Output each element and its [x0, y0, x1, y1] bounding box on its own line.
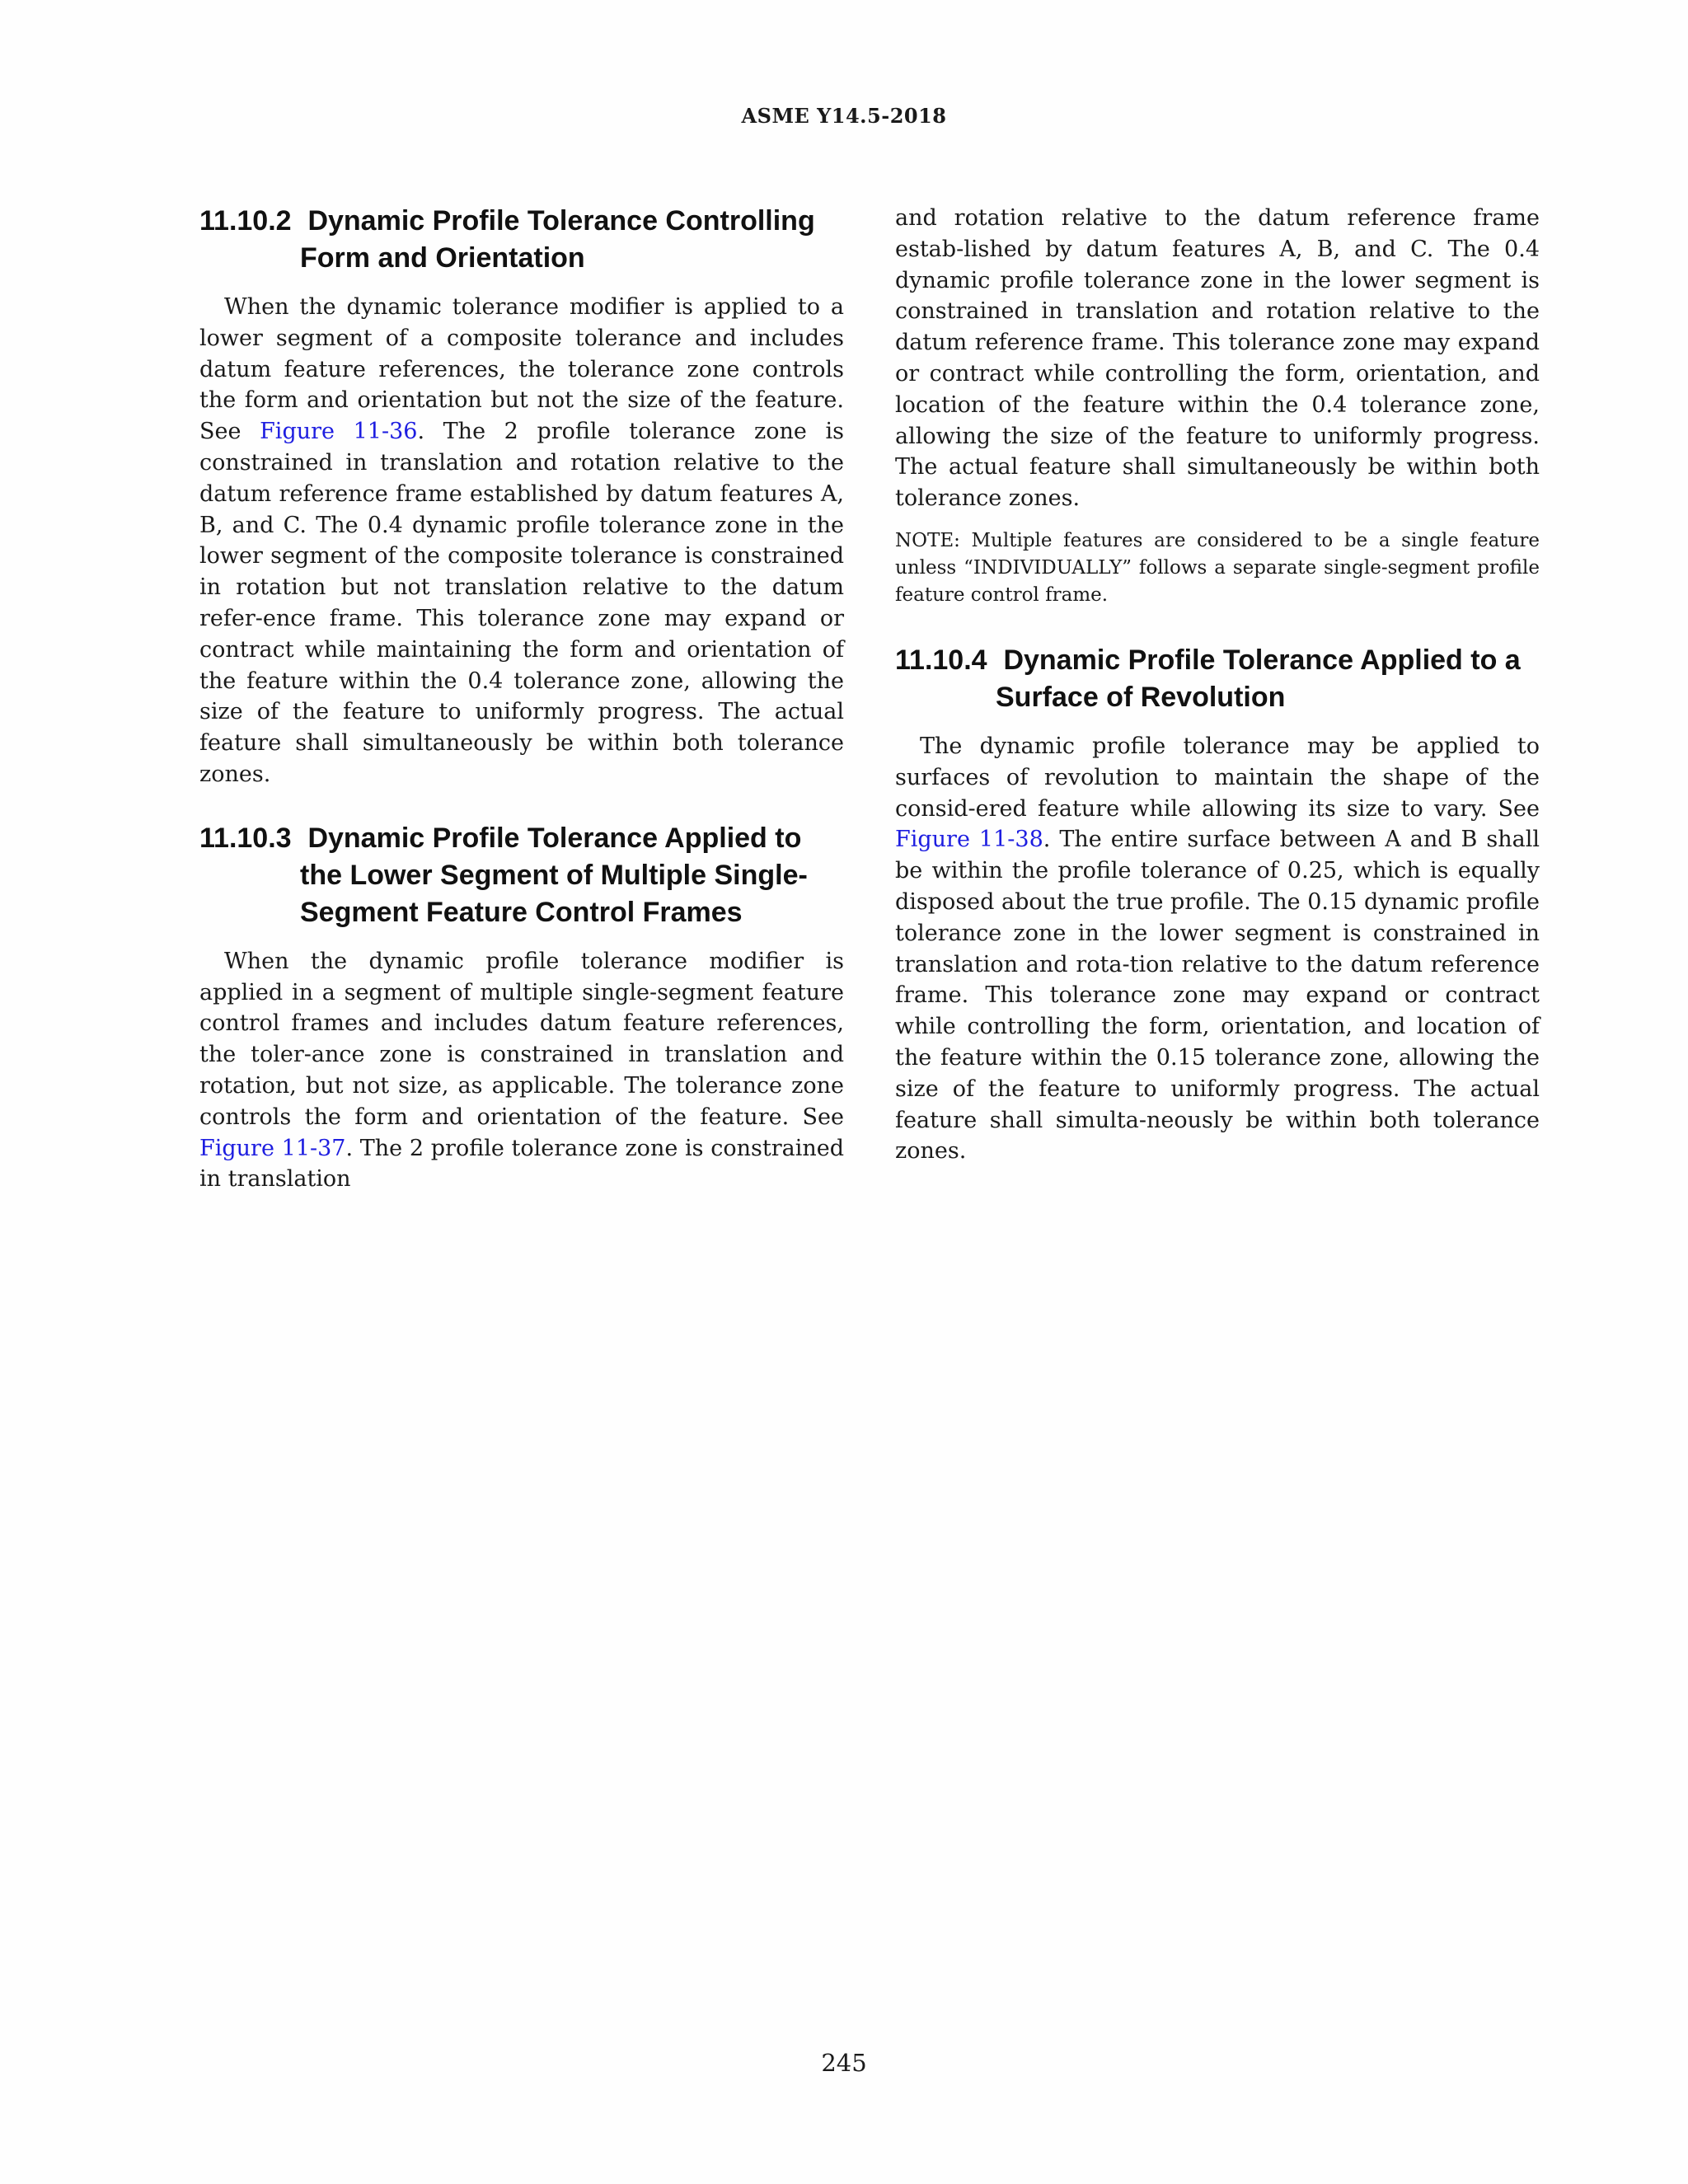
section-heading-11-10-3	[199, 820, 844, 931]
paragraph-text: The dynamic profile tolerance may be applied to surfaces of revolution to maintain the shape of the consid-ered feature while allowing its size to vary. See	[895, 733, 1540, 822]
paragraph-text: . The entire surface between A and B shall be within the profile tolerance of 0.25, which is equally disposed about the true profile. The 0.15 dynamic profile tolerance zone in the lower segment is constrained in translation and rota-tion relative to the datum reference frame. This tolerance zone may expand or contract while controlling the form, orientation, and location of the feature within the 0.15 tolerance zone, allowing the size of the feature to uniformly progress. The actual feature shall simulta-neously be within both tolerance zones.	[895, 827, 1540, 1165]
section-title: Dynamic Profile Tolerance Applied to a Surface of Revolution	[996, 644, 1521, 713]
section-heading-11-10-4	[895, 642, 1540, 716]
section-number: 11.10.4	[895, 644, 987, 676]
section-title: Dynamic Profile Tolerance Controlling Form and Orientation	[300, 205, 815, 274]
paragraph-text: When the dynamic profile tolerance modifier is applied in a segment of multiple single-segment feature control frames and includes datum feature references, the toler-ance zone is constrained in translation and rotation, but not size, as applicable. The tolerance zone controls the form and orientation of the feature. See	[199, 948, 844, 1130]
section-paragraph	[895, 731, 1540, 1167]
note-text: NOTE: Multiple features are considered to be a single feature unless “INDIVIDUALLY” follows a separate single-segment profile feature control frame.	[895, 529, 1540, 606]
paragraph-text: . The 2 profile tolerance zone is constrained in translation	[199, 1135, 844, 1193]
left-column	[199, 203, 844, 1195]
page-number: 245	[821, 2049, 867, 2077]
figure-link[interactable]: Figure 11-37	[199, 1135, 346, 1161]
section-spacer	[199, 790, 844, 820]
section-spacer	[895, 609, 1540, 642]
section-paragraph	[199, 946, 844, 1195]
section-title: Dynamic Profile Tolerance Applied to the Lower Segment of Multiple Single-Segment Feature Control Frames	[300, 822, 808, 928]
section-paragraph-continued: and rotation relative to the datum reference frame estab-lished by datum features A, B, and C. The 0.4 dynamic profile tolerance zone in the lower segment is constrained in translation and rotation relative to the datum reference frame. This tolerance zone may expand or contract while controlling the form, orientation, and location of the feature within the 0.4 tolerance zone, allowing the size of the feature to uniformly progress. The actual feature shall simultaneously be within both tolerance zones.	[895, 205, 1540, 512]
section-number: 11.10.2	[199, 205, 292, 237]
paragraph-text: . The 2 profile tolerance zone is constrained in translation and rotation relative to the datum reference frame established by datum features A, B, and C. The 0.4 dynamic profile tolerance zone in the lower segment of the composite tolerance is constrained in rotation but not translation relative to the datum refer-ence frame. This tolerance zone may expand or contract while maintaining the form and orientation of the feature within the 0.4 tolerance zone, allowing the size of the feature to uniformly progress. The actual feature shall simultaneously be within both tolerance zones.	[199, 419, 844, 787]
figure-link[interactable]: Figure 11-36	[260, 419, 418, 445]
right-column	[895, 203, 1540, 1167]
section-number: 11.10.3	[199, 822, 292, 854]
paragraph-text: When the dynamic tolerance modifier is applied to a lower segment of a composite tolerance and includes datum feature references, the tolerance zone controls the form and orientation but not the size of the feature. See	[199, 294, 844, 445]
figure-link[interactable]: Figure 11-38	[895, 827, 1043, 853]
running-header: ASME Y14.5-2018	[741, 104, 947, 128]
section-paragraph	[199, 292, 844, 790]
section-heading-11-10-2	[199, 203, 844, 277]
